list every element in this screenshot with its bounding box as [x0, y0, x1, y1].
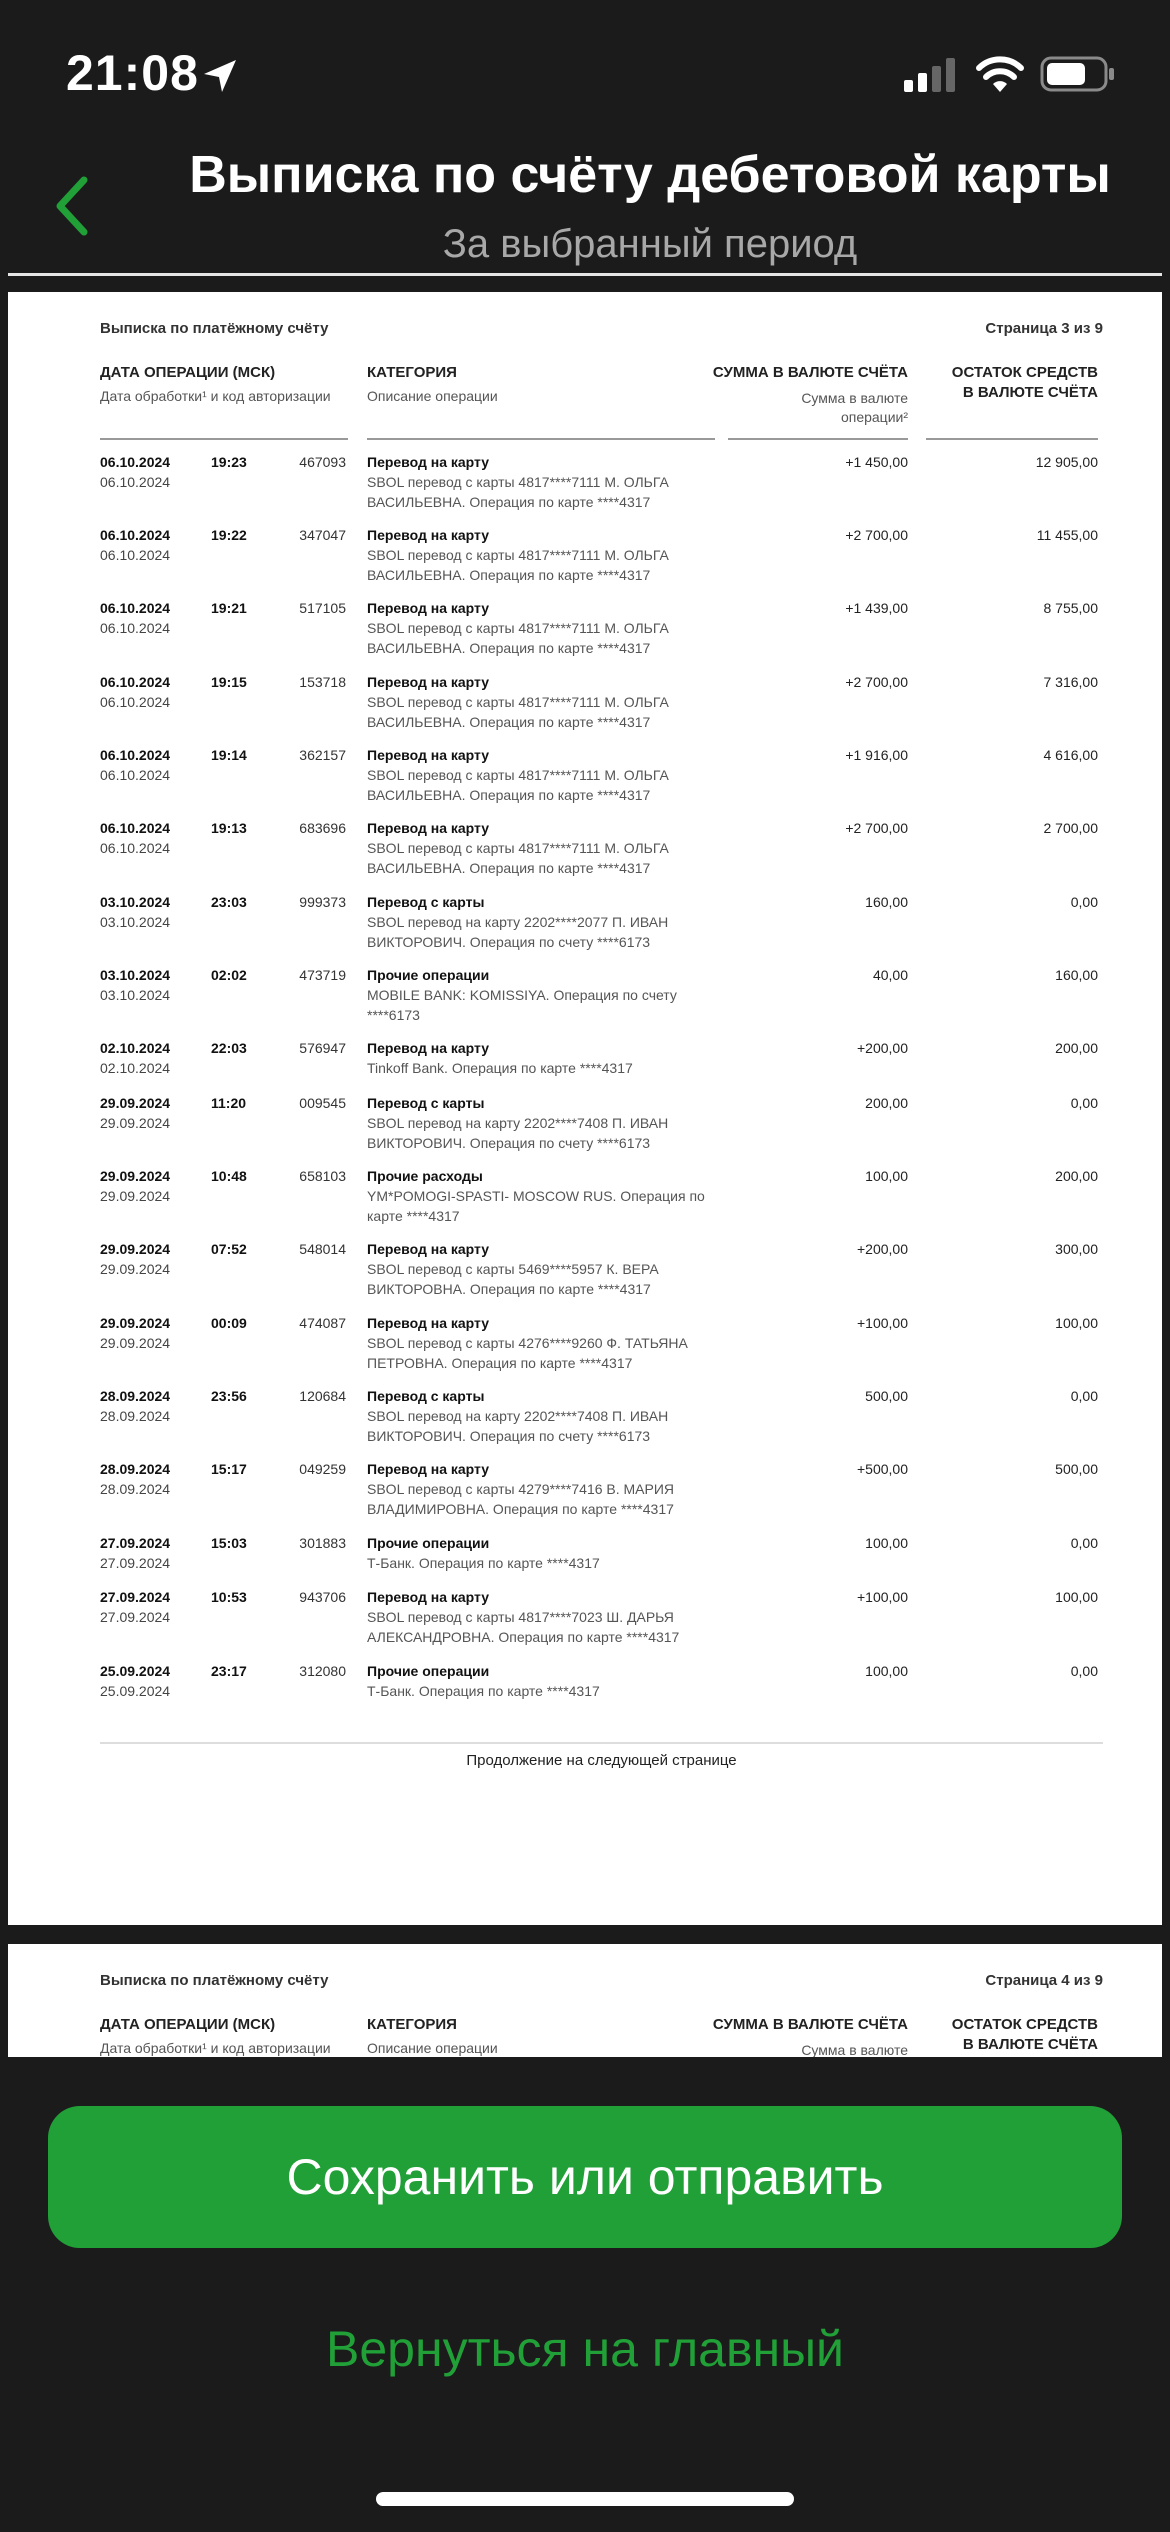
operation-description [367, 1406, 712, 1446]
status-time: 21:08 [66, 45, 199, 101]
category-label: Перевод на карту [367, 1315, 490, 1331]
processing-date: 06.10.2024 [100, 620, 171, 636]
col-balance-title: ОСТАТОК СРЕДСТВ [951, 2016, 1098, 2033]
operation-date: 06.10.2024 [100, 600, 171, 616]
auth-code: 301883 [299, 1535, 346, 1551]
operation-description [367, 1113, 712, 1153]
operation-date: 06.10.2024 [100, 527, 171, 543]
balance-value: 8 755,00 [1043, 600, 1098, 616]
header-divider [8, 273, 1162, 276]
auth-code: 009545 [299, 1095, 346, 1111]
description-line: SBOL перевод с карты 4817****7111 М. ОЛЬГА [367, 620, 669, 636]
amount-value: 100,00 [865, 1535, 908, 1551]
auth-code: 517105 [299, 600, 346, 616]
auth-code: 049259 [299, 1461, 346, 1477]
cellular-signal-icon [904, 58, 956, 92]
col-category-title: КАТЕГОРИЯ [367, 364, 457, 381]
balance-value: 2 700,00 [1043, 820, 1098, 836]
balance-value: 11 455,00 [1036, 527, 1098, 543]
operation-time: 23:03 [211, 894, 247, 910]
operation-time: 15:17 [211, 1461, 247, 1477]
description-line: SBOL перевод с карты 4817****7111 М. ОЛЬГА [367, 694, 669, 710]
operation-date: 25.09.2024 [100, 1663, 171, 1679]
balance-value: 100,00 [1055, 1315, 1098, 1331]
operation-date: 28.09.2024 [100, 1388, 171, 1404]
operation-date: 27.09.2024 [100, 1535, 171, 1551]
column-rule [926, 438, 1098, 440]
description-line: SBOL перевод с карты 4276****9260 Ф. ТАТЬЯНА [367, 1335, 688, 1351]
processing-date: 06.10.2024 [100, 840, 171, 856]
category-label: Перевод на карту [367, 820, 490, 836]
col-balance-title: ОСТАТОК СРЕДСТВ [951, 364, 1098, 381]
battery-icon [1040, 56, 1116, 92]
operation-date: 29.09.2024 [100, 1168, 171, 1184]
operation-description [367, 985, 712, 1025]
processing-date: 03.10.2024 [100, 987, 171, 1003]
col-amount-title: СУММА В ВАЛЮТЕ СЧЁТА [712, 364, 908, 381]
category-label: Прочие операции [367, 1535, 490, 1551]
amount-value: 100,00 [865, 1168, 908, 1184]
operation-time: 10:53 [211, 1589, 247, 1605]
description-line: SBOL перевод с карты 4817****7111 М. ОЛЬГА [367, 474, 669, 490]
operation-date: 29.09.2024 [100, 1315, 171, 1331]
operation-date: 06.10.2024 [100, 674, 171, 690]
description-line: YM*POMOGI-SPASTI- MOSCOW RUS. Операция по [367, 1188, 705, 1204]
description-line: АЛЕКСАНДРОВНА. Операция по карте ****4317 [367, 1629, 680, 1645]
balance-value: 4 616,00 [1043, 747, 1098, 763]
operation-description [367, 1681, 712, 1701]
operation-description [367, 692, 712, 732]
category-label: Перевод с карты [367, 894, 485, 910]
operation-time: 11:20 [211, 1095, 247, 1111]
operation-time: 15:03 [211, 1535, 247, 1551]
operation-time: 02:02 [211, 967, 247, 983]
category-label: Перевод на карту [367, 1589, 490, 1605]
page-title: Выписка по счёту дебетовой карты [189, 146, 1111, 204]
operation-description [367, 1058, 712, 1078]
operation-description [367, 912, 712, 952]
description-line: ВИКТОРОВИЧ. Операция по счету ****6173 [367, 1428, 651, 1444]
operation-time: 22:03 [211, 1040, 247, 1056]
description-line: ВИКТОРОВНА. Операция по карте ****4317 [367, 1281, 651, 1297]
amount-value: 200,00 [865, 1095, 908, 1111]
operation-description [367, 1479, 712, 1519]
amount-value: +2 700,00 [845, 674, 908, 690]
amount-value: +2 700,00 [845, 527, 908, 543]
auth-code: 347047 [299, 527, 346, 543]
col-amount-sub: Сумма в валюте [801, 390, 908, 406]
category-label: Перевод с карты [367, 1095, 485, 1111]
description-line: SBOL перевод с карты 4817****7023 Ш. ДАРЬЯ [367, 1609, 674, 1625]
wifi-icon [975, 54, 1025, 94]
description-line: ВАСИЛЬЕВНА. Операция по карте ****4317 [367, 494, 651, 510]
operation-description [367, 765, 712, 805]
auth-code: 943706 [299, 1589, 346, 1605]
col-category-title: КАТЕГОРИЯ [367, 2016, 457, 2033]
amount-value: 100,00 [865, 1663, 908, 1679]
processing-date: 27.09.2024 [100, 1609, 171, 1625]
processing-date: 06.10.2024 [100, 474, 171, 490]
description-line: ВЛАДИМИРОВНА. Операция по карте ****4317 [367, 1501, 674, 1517]
operation-date: 27.09.2024 [100, 1589, 171, 1605]
doc-page-number: Страница 3 из 9 [985, 320, 1103, 337]
col-balance-title-2: В ВАЛЮТЕ СЧЁТА [962, 384, 1098, 401]
operation-time: 19:23 [211, 454, 247, 470]
amount-value: +100,00 [857, 1315, 908, 1331]
operation-date: 29.09.2024 [100, 1095, 171, 1111]
processing-date: 03.10.2024 [100, 914, 171, 930]
description-line: ВАСИЛЬЕВНА. Операция по карте ****4317 [367, 787, 651, 803]
description-line: SBOL перевод на карту 2202****7408 П. ИВАН [367, 1408, 669, 1424]
operation-time: 07:52 [211, 1241, 247, 1257]
operation-description [367, 1607, 712, 1647]
description-line: MOBILE BANK: KOMISSIYA. Операция по счету [367, 987, 677, 1003]
category-label: Перевод на карту [367, 674, 490, 690]
category-label: Перевод на карту [367, 1241, 490, 1257]
operation-description [367, 1553, 712, 1573]
description-line: ВАСИЛЬЕВНА. Операция по карте ****4317 [367, 714, 651, 730]
description-line: Tinkoff Bank. Операция по карте ****4317 [367, 1060, 633, 1076]
operation-time: 23:56 [211, 1388, 247, 1404]
amount-value: +1 450,00 [845, 454, 908, 470]
operation-description [367, 618, 712, 658]
description-line: SBOL перевод с карты 5469****5957 К. ВЕРА [367, 1261, 659, 1277]
operation-date: 28.09.2024 [100, 1461, 171, 1477]
operation-time: 19:13 [211, 820, 247, 836]
operation-date: 06.10.2024 [100, 820, 171, 836]
processing-date: 29.09.2024 [100, 1261, 171, 1277]
processing-date: 25.09.2024 [100, 1683, 171, 1699]
return-home-link[interactable]: Вернуться на главный [326, 2321, 844, 2377]
category-label: Перевод на карту [367, 527, 490, 543]
amount-value: 160,00 [865, 894, 908, 910]
category-label: Перевод с карты [367, 1388, 485, 1404]
doc-header-left: Выписка по платёжному счёту [100, 1972, 329, 1989]
balance-value: 0,00 [1070, 1663, 1098, 1679]
operation-date: 29.09.2024 [100, 1241, 171, 1257]
processing-date: 29.09.2024 [100, 1188, 171, 1204]
amount-value: +2 700,00 [845, 820, 908, 836]
balance-value: 300,00 [1055, 1241, 1098, 1257]
operation-time: 00:09 [211, 1315, 247, 1331]
processing-date: 06.10.2024 [100, 547, 171, 563]
back-chevron-icon[interactable] [40, 170, 110, 240]
continuation-note: Продолжение на следующей странице [466, 1752, 737, 1769]
category-label: Прочие операции [367, 1663, 490, 1679]
operation-time: 19:21 [211, 600, 247, 616]
category-label: Перевод на карту [367, 454, 490, 470]
balance-value: 160,00 [1055, 967, 1098, 983]
col-date-title: ДАТА ОПЕРАЦИИ (МСК) [100, 364, 276, 381]
description-line: ПЕТРОВНА. Операция по карте ****4317 [367, 1355, 633, 1371]
balance-value: 12 905,00 [1035, 454, 1098, 470]
description-line: ****6173 [367, 1007, 420, 1023]
description-line: SBOL перевод с карты 4279****7416 В. МАРИЯ [367, 1481, 675, 1497]
auth-code: 658103 [299, 1168, 346, 1184]
auth-code: 120684 [299, 1388, 346, 1404]
operation-description [367, 1186, 712, 1226]
balance-value: 200,00 [1055, 1040, 1098, 1056]
amount-value: +500,00 [857, 1461, 908, 1477]
auth-code: 474087 [299, 1315, 346, 1331]
column-rule [728, 438, 908, 440]
amount-value: 40,00 [872, 967, 908, 983]
auth-code: 312080 [299, 1663, 346, 1679]
category-label: Прочие расходы [367, 1168, 483, 1184]
operation-time: 19:15 [211, 674, 247, 690]
description-line: карте ****4317 [367, 1208, 460, 1224]
doc-page-number: Страница 4 из 9 [985, 1972, 1103, 1989]
statement-viewer[interactable] [8, 292, 1162, 2057]
auth-code: 473719 [299, 967, 346, 983]
amount-value: +100,00 [857, 1589, 908, 1605]
processing-date: 29.09.2024 [100, 1115, 171, 1131]
col-balance-title-2: В ВАЛЮТЕ СЧЁТА [962, 2036, 1098, 2053]
col-amount-sub-2: операции² [840, 409, 908, 425]
col-category-sub: Описание операции [367, 388, 498, 404]
processing-date: 28.09.2024 [100, 1481, 171, 1497]
operation-time: 19:22 [211, 527, 247, 543]
description-line: Т-Банк. Операция по карте ****4317 [367, 1555, 600, 1571]
balance-value: 500,00 [1055, 1461, 1098, 1477]
category-label: Перевод на карту [367, 747, 490, 763]
description-line: SBOL перевод с карты 4817****7111 М. ОЛЬГА [367, 547, 669, 563]
operation-description [367, 838, 712, 878]
processing-date: 27.09.2024 [100, 1555, 171, 1571]
balance-value: 0,00 [1070, 894, 1098, 910]
auth-code: 576947 [299, 1040, 346, 1056]
processing-date: 06.10.2024 [100, 694, 171, 710]
operation-date: 02.10.2024 [100, 1040, 171, 1056]
operation-time: 23:17 [211, 1663, 247, 1679]
description-line: ВИКТОРОВИЧ. Операция по счету ****6173 [367, 934, 651, 950]
auth-code: 683696 [299, 820, 346, 836]
description-line: SBOL перевод с карты 4817****7111 М. ОЛЬГА [367, 840, 669, 856]
processing-date: 28.09.2024 [100, 1408, 171, 1424]
processing-date: 29.09.2024 [100, 1335, 171, 1351]
footer-divider [100, 1742, 1103, 1744]
location-arrow-icon [200, 56, 240, 96]
description-line: ВАСИЛЬЕВНА. Операция по карте ****4317 [367, 640, 651, 656]
amount-value: 500,00 [865, 1388, 908, 1404]
column-rule [100, 438, 348, 440]
operation-date: 03.10.2024 [100, 967, 171, 983]
balance-value: 100,00 [1055, 1589, 1098, 1605]
doc-header-left: Выписка по платёжному счёту [100, 320, 329, 337]
amount-value: +1 439,00 [845, 600, 908, 616]
balance-value: 0,00 [1070, 1535, 1098, 1551]
col-date-sub: Дата обработки¹ и код авторизации [100, 2040, 331, 2056]
category-label: Перевод на карту [367, 1461, 490, 1477]
description-line: ВАСИЛЬЕВНА. Операция по карте ****4317 [367, 567, 651, 583]
col-date-sub: Дата обработки¹ и код авторизации [100, 388, 331, 404]
operation-description [367, 1259, 712, 1299]
operation-time: 19:14 [211, 747, 247, 763]
description-line: Т-Банк. Операция по карте ****4317 [367, 1683, 600, 1699]
auth-code: 548014 [299, 1241, 346, 1257]
col-amount-title: СУММА В ВАЛЮТЕ СЧЁТА [712, 2016, 908, 2033]
operation-time: 10:48 [211, 1168, 247, 1184]
operation-date: 06.10.2024 [100, 454, 171, 470]
category-label: Прочие операции [367, 967, 490, 983]
col-amount-sub: Сумма в валюте [801, 2042, 908, 2057]
operation-description [367, 545, 712, 585]
description-line: SBOL перевод с карты 4817****7111 М. ОЛЬГА [367, 767, 669, 783]
save-or-send-button[interactable]: Сохранить или отправить [48, 2106, 1122, 2248]
operation-description [367, 472, 712, 512]
home-indicator[interactable] [376, 2492, 794, 2506]
category-label: Перевод на карту [367, 1040, 490, 1056]
column-rule [367, 438, 715, 440]
amount-value: +1 916,00 [845, 747, 908, 763]
col-date-title: ДАТА ОПЕРАЦИИ (МСК) [100, 2016, 276, 2033]
category-label: Перевод на карту [367, 600, 490, 616]
auth-code: 999373 [299, 894, 346, 910]
auth-code: 467093 [299, 454, 346, 470]
description-line: SBOL перевод на карту 2202****2077 П. ИВАН [367, 914, 669, 930]
operation-date: 03.10.2024 [100, 894, 171, 910]
operation-description [367, 1333, 712, 1373]
processing-date: 02.10.2024 [100, 1060, 171, 1076]
statement-page [8, 1944, 1162, 2057]
processing-date: 06.10.2024 [100, 767, 171, 783]
description-line: ВАСИЛЬЕВНА. Операция по карте ****4317 [367, 860, 651, 876]
amount-value: +200,00 [857, 1040, 908, 1056]
amount-value: +200,00 [857, 1241, 908, 1257]
statement-page [8, 292, 1162, 1925]
balance-value: 7 316,00 [1043, 674, 1098, 690]
description-line: SBOL перевод на карту 2202****7408 П. ИВАН [367, 1115, 669, 1131]
auth-code: 153718 [299, 674, 346, 690]
page-subtitle: За выбранный период [442, 222, 858, 266]
balance-value: 0,00 [1070, 1095, 1098, 1111]
balance-value: 0,00 [1070, 1388, 1098, 1404]
auth-code: 362157 [299, 747, 346, 763]
balance-value: 200,00 [1055, 1168, 1098, 1184]
operation-date: 06.10.2024 [100, 747, 171, 763]
description-line: ВИКТОРОВИЧ. Операция по счету ****6173 [367, 1135, 651, 1151]
col-category-sub: Описание операции [367, 2040, 498, 2056]
